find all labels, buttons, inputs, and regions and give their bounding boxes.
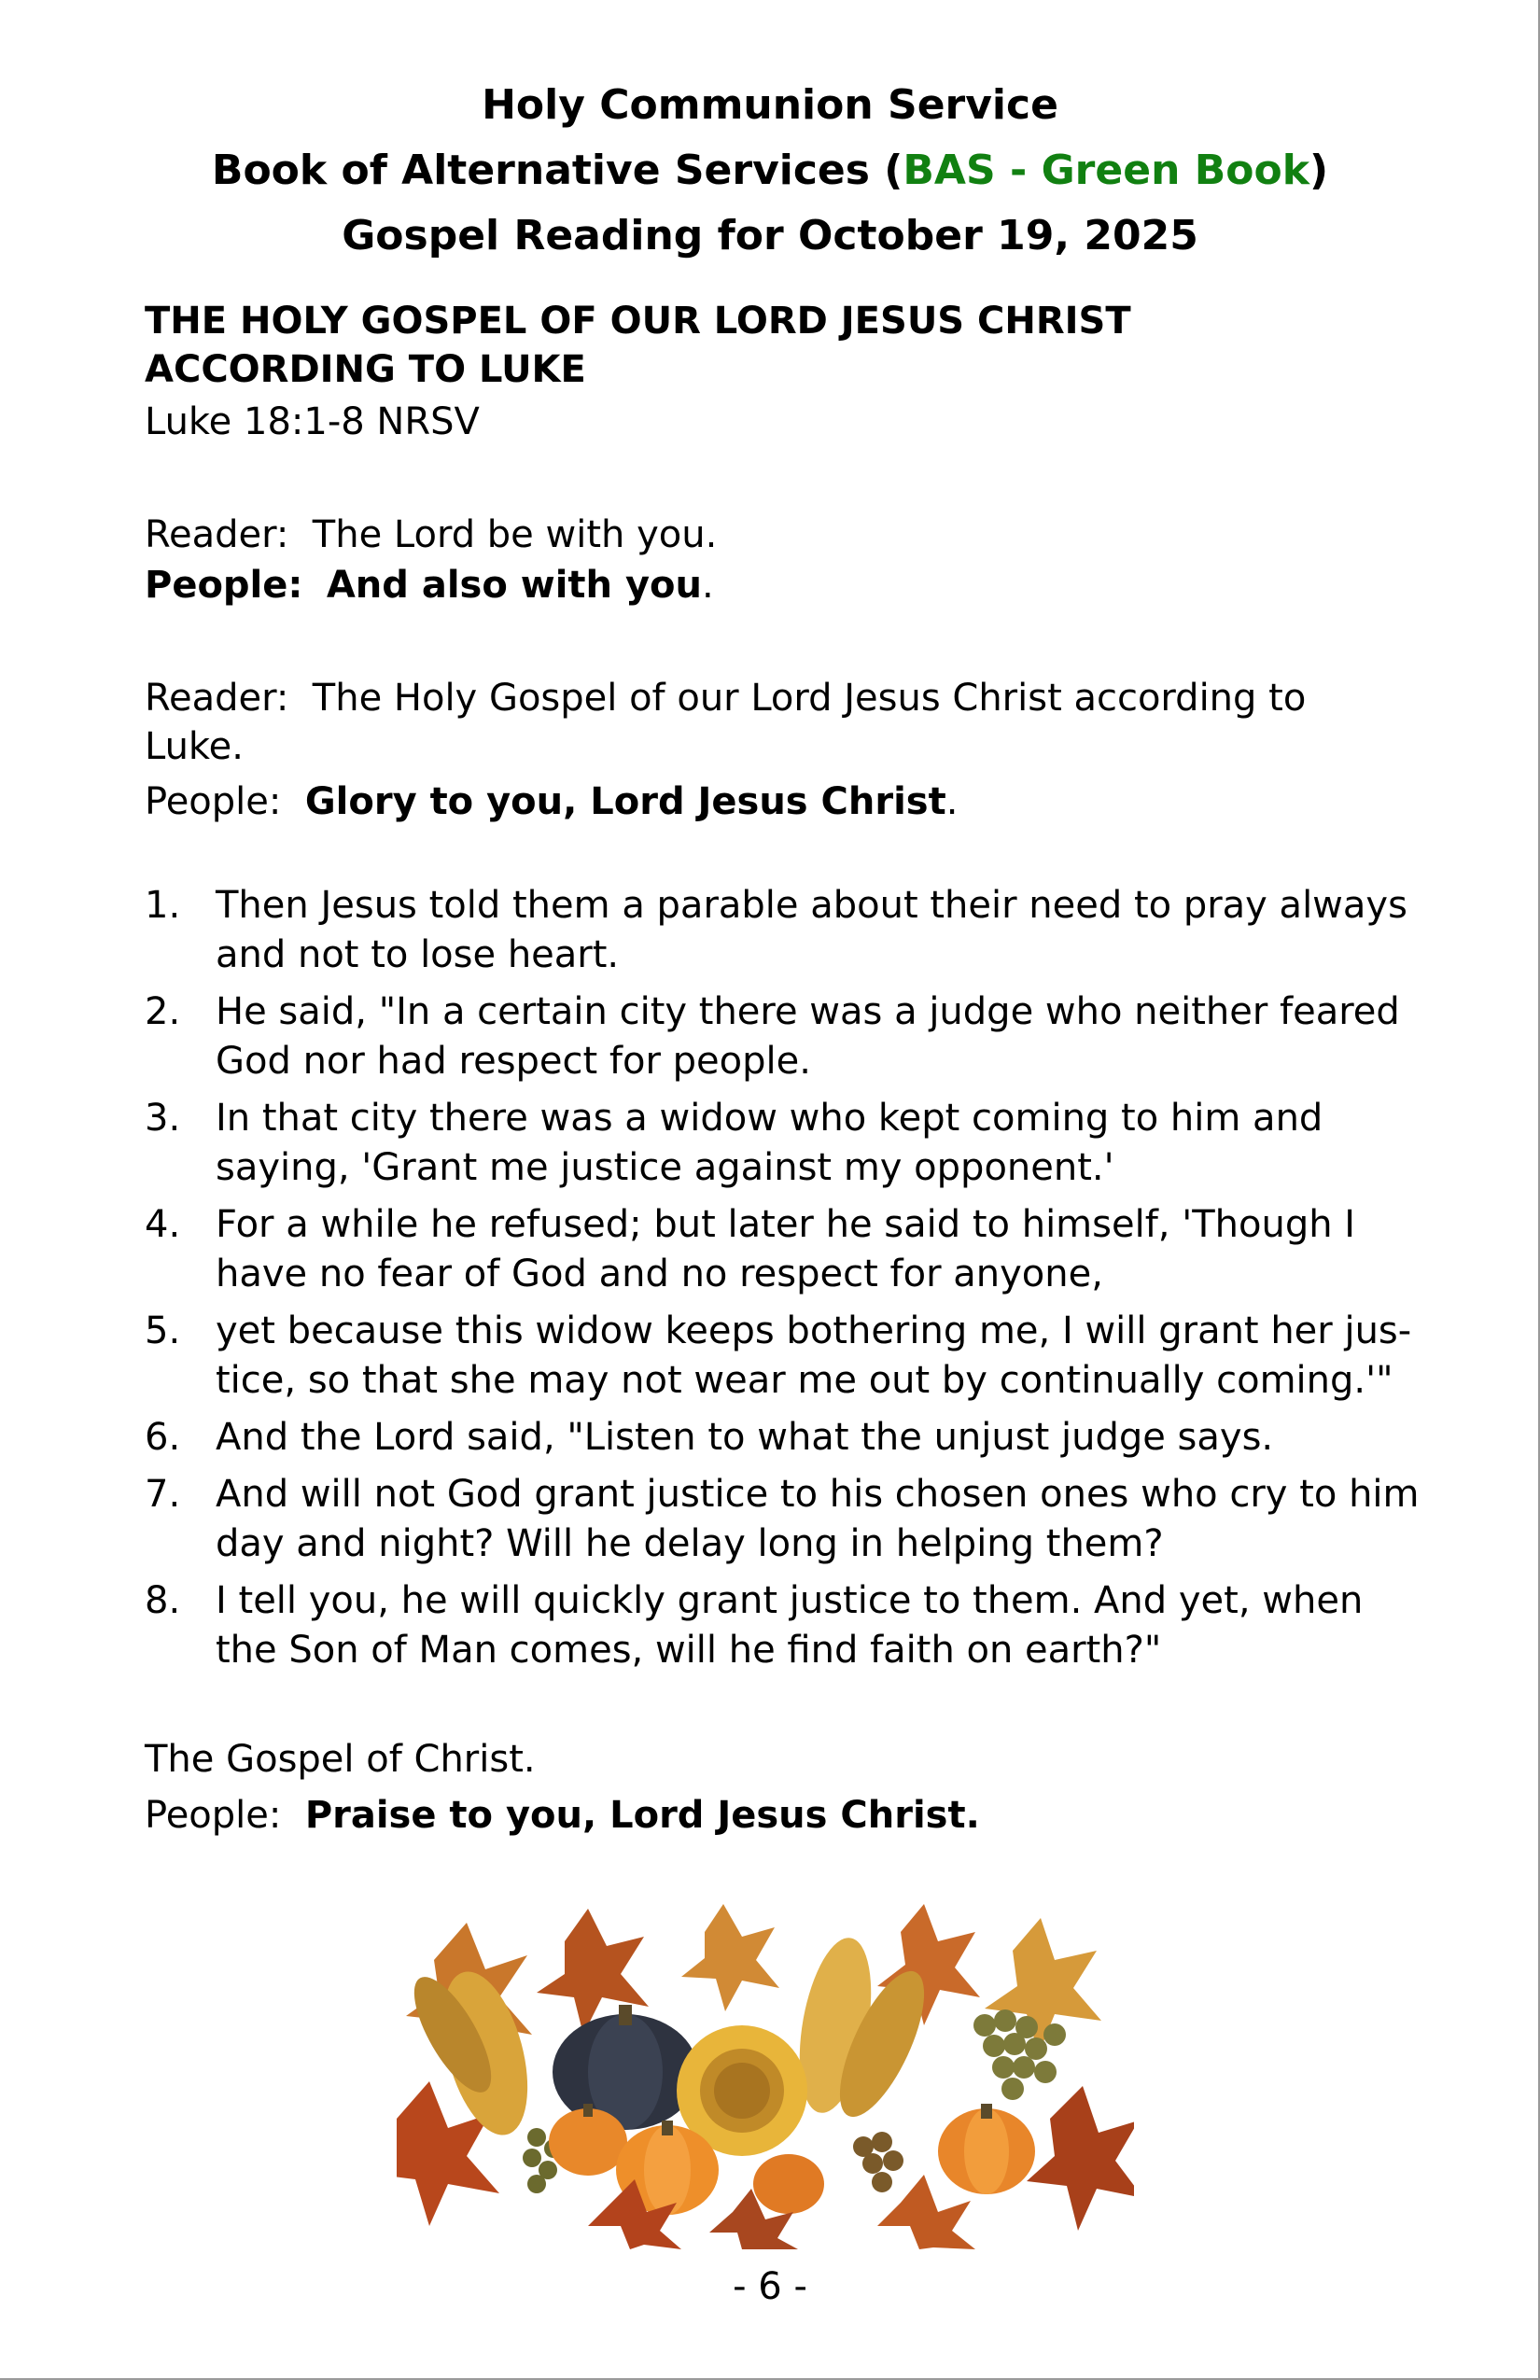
verse-text: And will not God grant justice to his chosen ones who cry to him day and night? Will he delay long in helping them? (216, 1473, 1420, 1565)
people-punct: . (945, 780, 959, 823)
reader-label: Reader: (145, 677, 289, 720)
verse-number: 3. (145, 1097, 181, 1140)
closing-people (145, 1787, 1423, 1843)
verse-text: For a while he refused; but later he said to himself, 'Though I have no fear of God and no respect for anyone, (216, 1203, 1356, 1295)
verse-item (145, 1307, 1423, 1406)
verse-item (145, 1413, 1423, 1463)
verse-number: 4. (145, 1203, 181, 1246)
people-response: Praise to you, Lord Jesus Christ. (304, 1794, 980, 1837)
verse-text: Then Jesus told them a parable about their need to pray always and not to lose heart. (216, 884, 1407, 976)
people-label: People: (145, 780, 282, 823)
page-number: - 6 - (733, 2265, 807, 2308)
verse-list (145, 881, 1423, 1675)
harvest-illustration (397, 1904, 1134, 2249)
people-response: And also with you (326, 564, 702, 607)
verse-text: In that city there was a widow who kept coming to him and saying, 'Grant me justice against my opponent.' (216, 1097, 1323, 1189)
verse-item (145, 881, 1423, 980)
book-title-prefix: Book of Alternative Services ( (211, 147, 903, 194)
announcement-reader (145, 674, 1330, 771)
reading-date-title: Gospel Reading for October 19, 2025 (342, 212, 1198, 259)
verse-number: 5. (145, 1309, 181, 1352)
verse-item (145, 1576, 1423, 1675)
gospel-heading: THE HOLY GOSPEL OF OUR LORD JESUS CHRIST ACCORDING TO LUKE (145, 300, 1131, 391)
people-response: Glory to you, Lord Jesus Christ (304, 780, 946, 823)
verse-number: 8. (145, 1579, 181, 1622)
gospel-content (145, 297, 1423, 1843)
greeting-people (145, 560, 1423, 610)
verse-item (145, 1094, 1423, 1193)
verse-number: 2. (145, 990, 181, 1033)
verse-number: 1. (145, 884, 181, 927)
reader-label: Reader: (145, 513, 289, 556)
verse-text: I tell you, he will quickly grant justice to them. And yet, when the Son of Man comes, will he find faith on earth?" (216, 1579, 1364, 1672)
verse-text: And the Lord said, "Listen to what the unjust judge says. (216, 1416, 1274, 1459)
book-title-suffix: ) (1309, 147, 1329, 194)
people-label: People: (145, 564, 303, 607)
greeting-reader (145, 510, 1423, 560)
verse-text: yet because this widow keeps bothering me, I will grant her jus-tice, so that she may not wear me out by continually coming.'" (216, 1309, 1412, 1402)
service-title: Holy Communion Service (482, 81, 1058, 129)
people-punct: . (701, 564, 714, 607)
announcement-people (145, 777, 1423, 827)
book-title (0, 138, 1540, 203)
verse-number: 7. (145, 1473, 181, 1516)
verse-number: 6. (145, 1416, 181, 1459)
reader-text: The Lord be with you. (312, 513, 718, 556)
verse-item (145, 1200, 1423, 1299)
page-header (0, 73, 1540, 269)
verse-text: He said, "In a certain city there was a judge who neither feared God nor had respect for people. (216, 990, 1400, 1083)
verse-item (145, 987, 1423, 1086)
scripture-reference: Luke 18:1-8 NRSV (145, 400, 480, 443)
reader-text: The Holy Gospel of our Lord Jesus Christ according to Luke. (145, 677, 1307, 768)
closing-line: The Gospel of Christ. (145, 1738, 536, 1781)
book-title-highlight: BAS - Green Book (903, 147, 1309, 194)
verse-item (145, 1470, 1423, 1569)
people-label: People: (145, 1794, 282, 1837)
